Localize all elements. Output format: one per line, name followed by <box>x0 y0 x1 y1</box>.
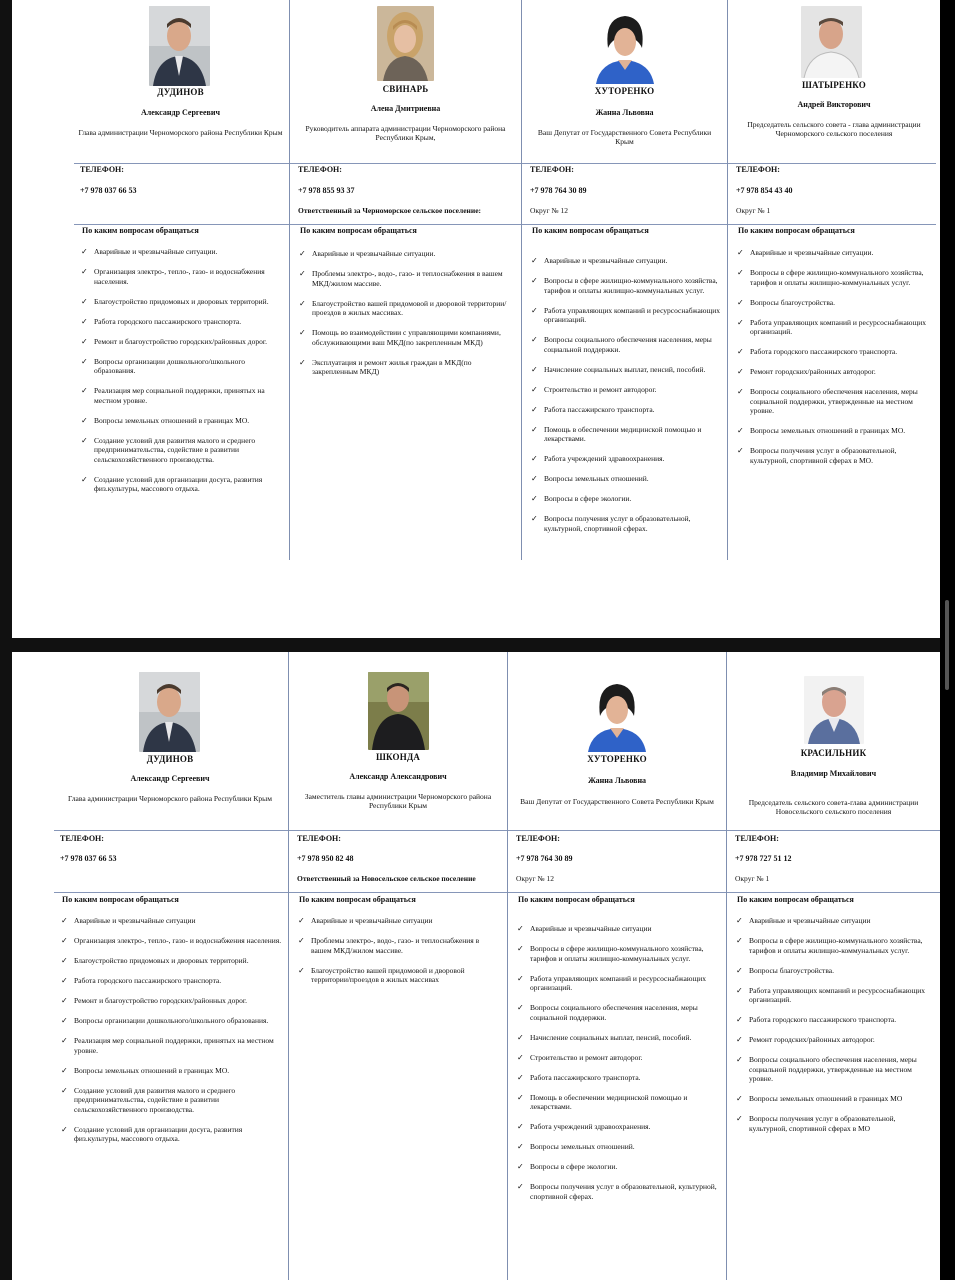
person-position: Ваш Депутат от Государственного Совета Республики Крым <box>520 797 714 806</box>
checkmark-icon: ✓ <box>299 249 306 258</box>
contact-card <box>288 652 507 1280</box>
document-page-1 <box>12 0 940 638</box>
phone-label: ТЕЛЕФОН: <box>516 834 560 843</box>
list-item: ✓ Создание условий для организации досуга, развития физ.культуры, массового отдыха. <box>61 1124 243 1143</box>
checkmark-icon: ✓ <box>517 944 524 953</box>
list-item: ✓ Проблемы электро-, водо-, газо- и теплоснабжения в вашем МКД/жилом массиве. <box>299 269 503 288</box>
person-position: Председатель сельского совета - глава администрации Черноморского сельского поселения <box>747 120 921 138</box>
list-item: ✓ Организация электро-, тепло-, газо- и водоснабжения населения. <box>61 936 282 945</box>
list-item: ✓ Реализация мер социальной поддержки, принятых на местном уровне. <box>61 1036 274 1055</box>
list-item: ✓ Вопросы получения услуг в образовательной, культурной, спортивной сферах. <box>517 1182 717 1201</box>
issues-list <box>734 248 934 476</box>
person-fullname: Алена Дмитриевна <box>370 104 441 113</box>
phone-number: +7 978 855 93 37 <box>298 186 355 195</box>
list-item: ✓ Аварийные и чрезвычайные ситуации <box>298 916 433 925</box>
contact-card <box>52 652 288 1280</box>
list-item: ✓ Вопросы земельных отношений в границах МО <box>736 1094 903 1103</box>
district-label: Округ № 12 <box>516 874 554 883</box>
checkmark-icon: ✓ <box>299 269 306 278</box>
issues-list <box>528 256 721 544</box>
checkmark-icon: ✓ <box>517 1032 524 1042</box>
phone-label: ТЕЛЕФОН: <box>736 165 780 174</box>
list-item: ✓ Аварийные и чрезвычайные ситуации. <box>737 248 874 257</box>
responsibility-note: Ответственный за Новосельское сельское поселение <box>297 874 476 883</box>
person-surname: КРАСИЛЬНИК <box>800 748 867 758</box>
list-item: ✓ Эксплуатация и ремонт жилья граждан в МКД(по закрепленным МКД) <box>299 357 472 376</box>
district-label: Округ № 12 <box>530 206 568 215</box>
list-item: ✓ Благоустройство придомовых и дворовых территорий. <box>61 956 249 965</box>
checkmark-icon: ✓ <box>517 1182 524 1191</box>
list-item: ✓ Вопросы получения услуг в образовательной, культурной, спортивной сферах. <box>531 514 691 533</box>
list-item: ✓ Ремонт и благоустройство городских/районных дорог. <box>61 996 247 1005</box>
list-item: ✓ Создание условий для развития малого и среднего предпринимательства, содействие в развитии сельскохозяйственного производства. <box>61 1085 236 1114</box>
list-item: ✓ Аварийные и чрезвычайные ситуации <box>517 924 652 933</box>
portrait-photo <box>801 6 862 78</box>
checkmark-icon: ✓ <box>61 916 68 925</box>
list-item: ✓ Строительство и ремонт автодорог. <box>517 1052 643 1062</box>
list-item: ✓ Вопросы получения услуг в образовательной, культурной, спортивной сферах в МО <box>736 1114 896 1133</box>
list-item: ✓ Реализация мер социальной поддержки, принятых на местном уровне. <box>81 386 265 405</box>
checkmark-icon: ✓ <box>736 936 743 945</box>
checkmark-icon: ✓ <box>81 316 88 326</box>
person-fullname: Андрей Викторович <box>797 100 871 109</box>
checkmark-icon: ✓ <box>81 474 88 484</box>
checkmark-icon: ✓ <box>61 1016 68 1025</box>
person-position: Глава администрации Черноморского района Республики Крым <box>78 128 283 137</box>
checkmark-icon: ✓ <box>737 317 744 327</box>
person-fullname: Александр Александрович <box>349 772 447 781</box>
questions-title: По каким вопросам обращаться <box>82 226 199 235</box>
list-item: ✓ Вопросы в сфере экологии. <box>531 494 632 503</box>
phone-number: +7 978 037 66 53 <box>80 186 137 195</box>
issues-list <box>733 916 934 1144</box>
checkmark-icon: ✓ <box>61 996 68 1005</box>
list-item: ✓ Вопросы социального обеспечения населения, меры социальной поддержки, утвержденные на местном уровне. <box>737 387 918 415</box>
contact-card <box>289 0 521 560</box>
checkmark-icon: ✓ <box>736 985 743 995</box>
phone-label: ТЕЛЕФОН: <box>297 834 341 843</box>
person-position: Ваш Депутат от Государственного Совета Республики Крым <box>537 128 712 146</box>
portrait-photo <box>139 672 200 752</box>
checkmark-icon: ✓ <box>737 446 744 455</box>
checkmark-icon: ✓ <box>531 335 538 344</box>
list-item: ✓ Помощь в обеспечении медицинской помощью и лекарствами. <box>517 1092 688 1111</box>
responsibility-note: Ответственный за Черноморское сельское поселение: <box>298 206 482 215</box>
person-surname: ХУТОРЕНКО <box>594 86 655 96</box>
checkmark-icon: ✓ <box>61 1085 68 1095</box>
list-item: ✓ Аварийные и чрезвычайные ситуации. <box>299 249 436 258</box>
phone-number: +7 978 037 66 53 <box>60 854 117 863</box>
list-item: ✓ Вопросы в сфере жилищно-коммунального хозяйства, тарифов и оплаты жилищно-коммунальных услуг. <box>517 944 704 963</box>
list-item: ✓ Вопросы земельных отношений в границах МО. <box>61 1065 230 1075</box>
document-page-2 <box>12 652 940 1280</box>
list-item: ✓ Вопросы в сфере жилищно-коммунального хозяйства, тарифов и оплаты жилищно-коммунальных услуг. <box>531 276 718 295</box>
person-surname: СВИНАРЬ <box>382 84 429 94</box>
checkmark-icon: ✓ <box>61 976 68 985</box>
list-item: ✓ Организация электро-, тепло-, газо- и водоснабжения населения. <box>81 267 265 286</box>
questions-title: По каким вопросам обращаться <box>299 895 416 904</box>
checkmark-icon: ✓ <box>81 356 88 366</box>
checkmark-icon: ✓ <box>737 297 744 307</box>
person-surname: ШАТЫРЕНКО <box>801 80 867 90</box>
checkmark-icon: ✓ <box>61 1124 68 1134</box>
list-item: ✓ Вопросы земельных отношений. <box>517 1142 635 1151</box>
phone-label: ТЕЛЕФОН: <box>735 834 779 843</box>
issues-list <box>514 924 720 1212</box>
person-fullname: Александр Сергеевич <box>130 774 210 783</box>
checkmark-icon: ✓ <box>517 1162 524 1171</box>
list-item: ✓ Работа городского пассажирского транспорта. <box>737 347 898 356</box>
list-item: ✓ Аварийные и чрезвычайные ситуации. <box>81 247 218 256</box>
contact-card <box>726 652 940 1280</box>
checkmark-icon: ✓ <box>517 924 524 933</box>
phone-number: +7 978 727 51 12 <box>735 854 792 863</box>
list-item: ✓ Вопросы земельных отношений в границах МО. <box>737 426 906 435</box>
list-item: ✓ Ремонт городских/районных автодорог. <box>736 1035 875 1044</box>
contact-card <box>507 652 726 1280</box>
contact-card <box>521 0 727 560</box>
questions-title: По каким вопросам обращаться <box>737 895 854 904</box>
person-surname: ХУТОРЕНКО <box>587 754 647 764</box>
checkmark-icon: ✓ <box>531 424 538 434</box>
checkmark-icon: ✓ <box>61 1036 68 1045</box>
portrait-photo <box>368 672 429 750</box>
checkmark-icon: ✓ <box>737 387 744 396</box>
phone-label: ТЕЛЕФОН: <box>80 165 124 174</box>
list-item: ✓ Аварийные и чрезвычайные ситуации. <box>531 256 668 265</box>
checkmark-icon: ✓ <box>531 276 538 285</box>
issues-list <box>296 249 515 387</box>
checkmark-icon: ✓ <box>298 916 305 925</box>
checkmark-icon: ✓ <box>736 965 743 975</box>
list-item: ✓ Аварийные и чрезвычайные ситуации <box>736 916 871 925</box>
portrait-photo <box>149 6 210 86</box>
list-item: ✓ Вопросы в сфере жилищно-коммунального хозяйства, тарифов и оплаты жилищно-коммунальных услуг. <box>737 268 924 287</box>
list-item: ✓ Строительство и ремонт автодорог. <box>531 384 657 394</box>
list-item: ✓ Работа городского пассажирского транспорта. <box>61 976 222 985</box>
scrollbar-thumb[interactable] <box>945 600 949 690</box>
questions-title: По каким вопросам обращаться <box>62 895 179 904</box>
issues-list <box>58 916 282 1154</box>
checkmark-icon: ✓ <box>737 426 744 435</box>
checkmark-icon: ✓ <box>531 454 538 463</box>
person-fullname: Жанна Львовна <box>587 776 647 785</box>
checkmark-icon: ✓ <box>737 248 744 257</box>
checkmark-icon: ✓ <box>81 336 88 346</box>
list-item: ✓ Вопросы социального обеспечения населения, меры социальной поддержки. <box>531 335 712 354</box>
questions-title: По каким вопросам обращаться <box>518 895 635 904</box>
list-item: ✓ Вопросы благоустройства. <box>736 965 834 975</box>
checkmark-icon: ✓ <box>517 1072 524 1082</box>
phone-number: +7 978 950 82 48 <box>297 854 354 863</box>
phone-label: ТЕЛЕФОН: <box>60 834 104 843</box>
list-item: ✓ Вопросы социального обеспечения населения, меры социальной поддержки, утвержденные на местном уровне. <box>736 1055 917 1083</box>
questions-title: По каким вопросам обращаться <box>300 226 417 235</box>
checkmark-icon: ✓ <box>531 364 538 374</box>
list-item: ✓ Создание условий для организации досуга, развития физ.культуры, массового отдыха. <box>81 474 263 493</box>
checkmark-icon: ✓ <box>81 435 88 445</box>
person-fullname: Жанна Львовна <box>595 108 654 117</box>
list-item: ✓ Проблемы электро-, водо-, газо- и теплоснабжения в вашем МКД/жилом массиве. <box>298 936 480 955</box>
list-item: ✓ Работа городского пассажирского транспорта. <box>736 1015 897 1024</box>
questions-title: По каким вопросам обращаться <box>532 226 649 235</box>
list-item: ✓ Благоустройство вашей придомовой и дворовой территории/проездов в жилых массивах. <box>299 298 507 317</box>
checkmark-icon: ✓ <box>517 1142 524 1151</box>
checkmark-icon: ✓ <box>737 367 744 376</box>
questions-title: По каким вопросам обращаться <box>738 226 855 235</box>
list-item: ✓ Создание условий для развития малого и среднего предпринимательства, содействие в развитии сельскохозяйственного производства. <box>81 435 256 464</box>
checkmark-icon: ✓ <box>531 256 538 265</box>
phone-number: +7 978 764 30 89 <box>530 186 587 195</box>
list-item: ✓ Работа пассажирского транспорта. <box>531 404 655 414</box>
checkmark-icon: ✓ <box>517 973 524 983</box>
list-item: ✓ Вопросы земельных отношений в границах МО. <box>81 415 250 425</box>
checkmark-icon: ✓ <box>81 386 88 395</box>
list-item: ✓ Работа управляющих компаний и ресурсоснабжающих организаций. <box>736 985 926 1004</box>
checkmark-icon: ✓ <box>81 247 88 256</box>
person-surname: ДУДИНОВ <box>146 754 194 764</box>
checkmark-icon: ✓ <box>736 1094 743 1103</box>
issues-list <box>295 916 501 995</box>
person-fullname: Александр Сергеевич <box>141 108 220 117</box>
checkmark-icon: ✓ <box>737 268 744 277</box>
list-item: ✓ Работа управляющих компаний и ресурсоснабжающих организаций. <box>737 317 927 336</box>
list-item: ✓ Работа управляющих компаний и ресурсоснабжающих организаций. <box>531 305 721 324</box>
list-item: ✓ Вопросы в сфере экологии. <box>517 1162 618 1171</box>
issues-list <box>78 247 283 504</box>
checkmark-icon: ✓ <box>61 936 68 945</box>
checkmark-icon: ✓ <box>531 384 538 394</box>
checkmark-icon: ✓ <box>299 298 306 308</box>
person-surname: ДУДИНОВ <box>157 87 204 97</box>
checkmark-icon: ✓ <box>298 936 305 945</box>
contact-card <box>72 0 289 560</box>
checkmark-icon: ✓ <box>61 1065 68 1075</box>
list-item: ✓ Помощь в обеспечении медицинской помощью и лекарствами. <box>531 424 702 443</box>
phone-label: ТЕЛЕФОН: <box>530 165 574 174</box>
list-item: ✓ Работа учреждений здравоохранения. <box>531 454 665 463</box>
list-item: ✓ Вопросы получения услуг в образовательной, культурной, спортивной сферах в МО. <box>737 446 897 465</box>
list-item: ✓ Вопросы социального обеспечения населения, меры социальной поддержки. <box>517 1003 698 1022</box>
person-fullname: Владимир Михайлович <box>790 769 877 778</box>
list-item: ✓ Вопросы земельных отношений. <box>531 474 649 483</box>
list-item: ✓ Работа пассажирского транспорта. <box>517 1072 641 1082</box>
checkmark-icon: ✓ <box>81 267 88 276</box>
checkmark-icon: ✓ <box>61 956 68 965</box>
district-label: Округ № 1 <box>735 874 770 883</box>
checkmark-icon: ✓ <box>736 1055 743 1064</box>
checkmark-icon: ✓ <box>736 1015 743 1024</box>
checkmark-icon: ✓ <box>517 1122 524 1131</box>
checkmark-icon: ✓ <box>531 474 538 483</box>
portrait-photo <box>586 676 648 752</box>
list-item: ✓ Начисление социальных выплат, пенсий, пособий. <box>517 1032 692 1042</box>
list-item: ✓ Благоустройство придомовых и дворовых территорий. <box>81 296 269 306</box>
person-position: Глава администрации Черноморского района Республики Крым <box>68 794 272 803</box>
checkmark-icon: ✓ <box>298 965 305 975</box>
list-item: ✓ Работа учреждений здравоохранения. <box>517 1122 651 1131</box>
list-item: ✓ Начисление социальных выплат, пенсий, пособий. <box>531 364 706 374</box>
list-item: ✓ Вопросы в сфере жилищно-коммунального хозяйства, тарифов и оплаты жилищно-коммунальных услуг. <box>736 936 923 955</box>
list-item: ✓ Благоустройство вашей придомовой и дворовой территории/проездов в жилых массивах <box>298 965 465 984</box>
portrait-photo <box>804 676 864 744</box>
list-item: ✓ Работа городского пассажирского транспорта. <box>81 316 242 326</box>
checkmark-icon: ✓ <box>81 415 88 425</box>
contact-card <box>727 0 940 560</box>
checkmark-icon: ✓ <box>736 1035 743 1044</box>
portrait-photo <box>377 6 434 81</box>
checkmark-icon: ✓ <box>299 328 306 337</box>
checkmark-icon: ✓ <box>517 1003 524 1012</box>
checkmark-icon: ✓ <box>531 404 538 414</box>
list-item: ✓ Вопросы организации дошкольного/школьного образования. <box>61 1016 269 1025</box>
phone-number: +7 978 764 30 89 <box>516 854 573 863</box>
checkmark-icon: ✓ <box>737 347 744 356</box>
list-item: ✓ Работа управляющих компаний и ресурсоснабжающих организаций. <box>517 973 707 992</box>
list-item: ✓ Помощь во взаимодействии с управляющими компаниями, обслуживающими ваш МКД(по закрепленным МКД) <box>299 328 501 347</box>
checkmark-icon: ✓ <box>531 514 538 523</box>
checkmark-icon: ✓ <box>736 1114 743 1123</box>
list-item: ✓ Аварийные и чрезвычайные ситуации <box>61 916 196 925</box>
phone-label: ТЕЛЕФОН: <box>298 165 342 174</box>
district-label: Округ № 1 <box>736 206 771 215</box>
person-position: Заместитель главы администрации Черноморского района Республики Крым <box>304 792 492 810</box>
phone-number: +7 978 854 43 40 <box>736 186 793 195</box>
list-item: ✓ Ремонт и благоустройство городских/районных дорог. <box>81 336 267 346</box>
person-position: Руководитель аппарата администрации Черноморского района Республики Крым, <box>305 124 506 142</box>
portrait-photo <box>594 8 656 84</box>
checkmark-icon: ✓ <box>299 357 306 367</box>
checkmark-icon: ✓ <box>81 296 88 306</box>
person-position: Председатель сельского совета-глава администрации Новосельского сельского поселения <box>748 798 919 816</box>
checkmark-icon: ✓ <box>531 494 538 503</box>
checkmark-icon: ✓ <box>517 1052 524 1062</box>
checkmark-icon: ✓ <box>736 916 743 925</box>
checkmark-icon: ✓ <box>517 1092 524 1102</box>
list-item: ✓ Вопросы организации дошкольного/школьного образования. <box>81 356 245 375</box>
person-surname: ШКОНДА <box>375 752 421 762</box>
list-item: ✓ Вопросы благоустройства. <box>737 297 835 307</box>
list-item: ✓ Ремонт городских/районных автодорог. <box>737 367 876 376</box>
checkmark-icon: ✓ <box>531 305 538 315</box>
